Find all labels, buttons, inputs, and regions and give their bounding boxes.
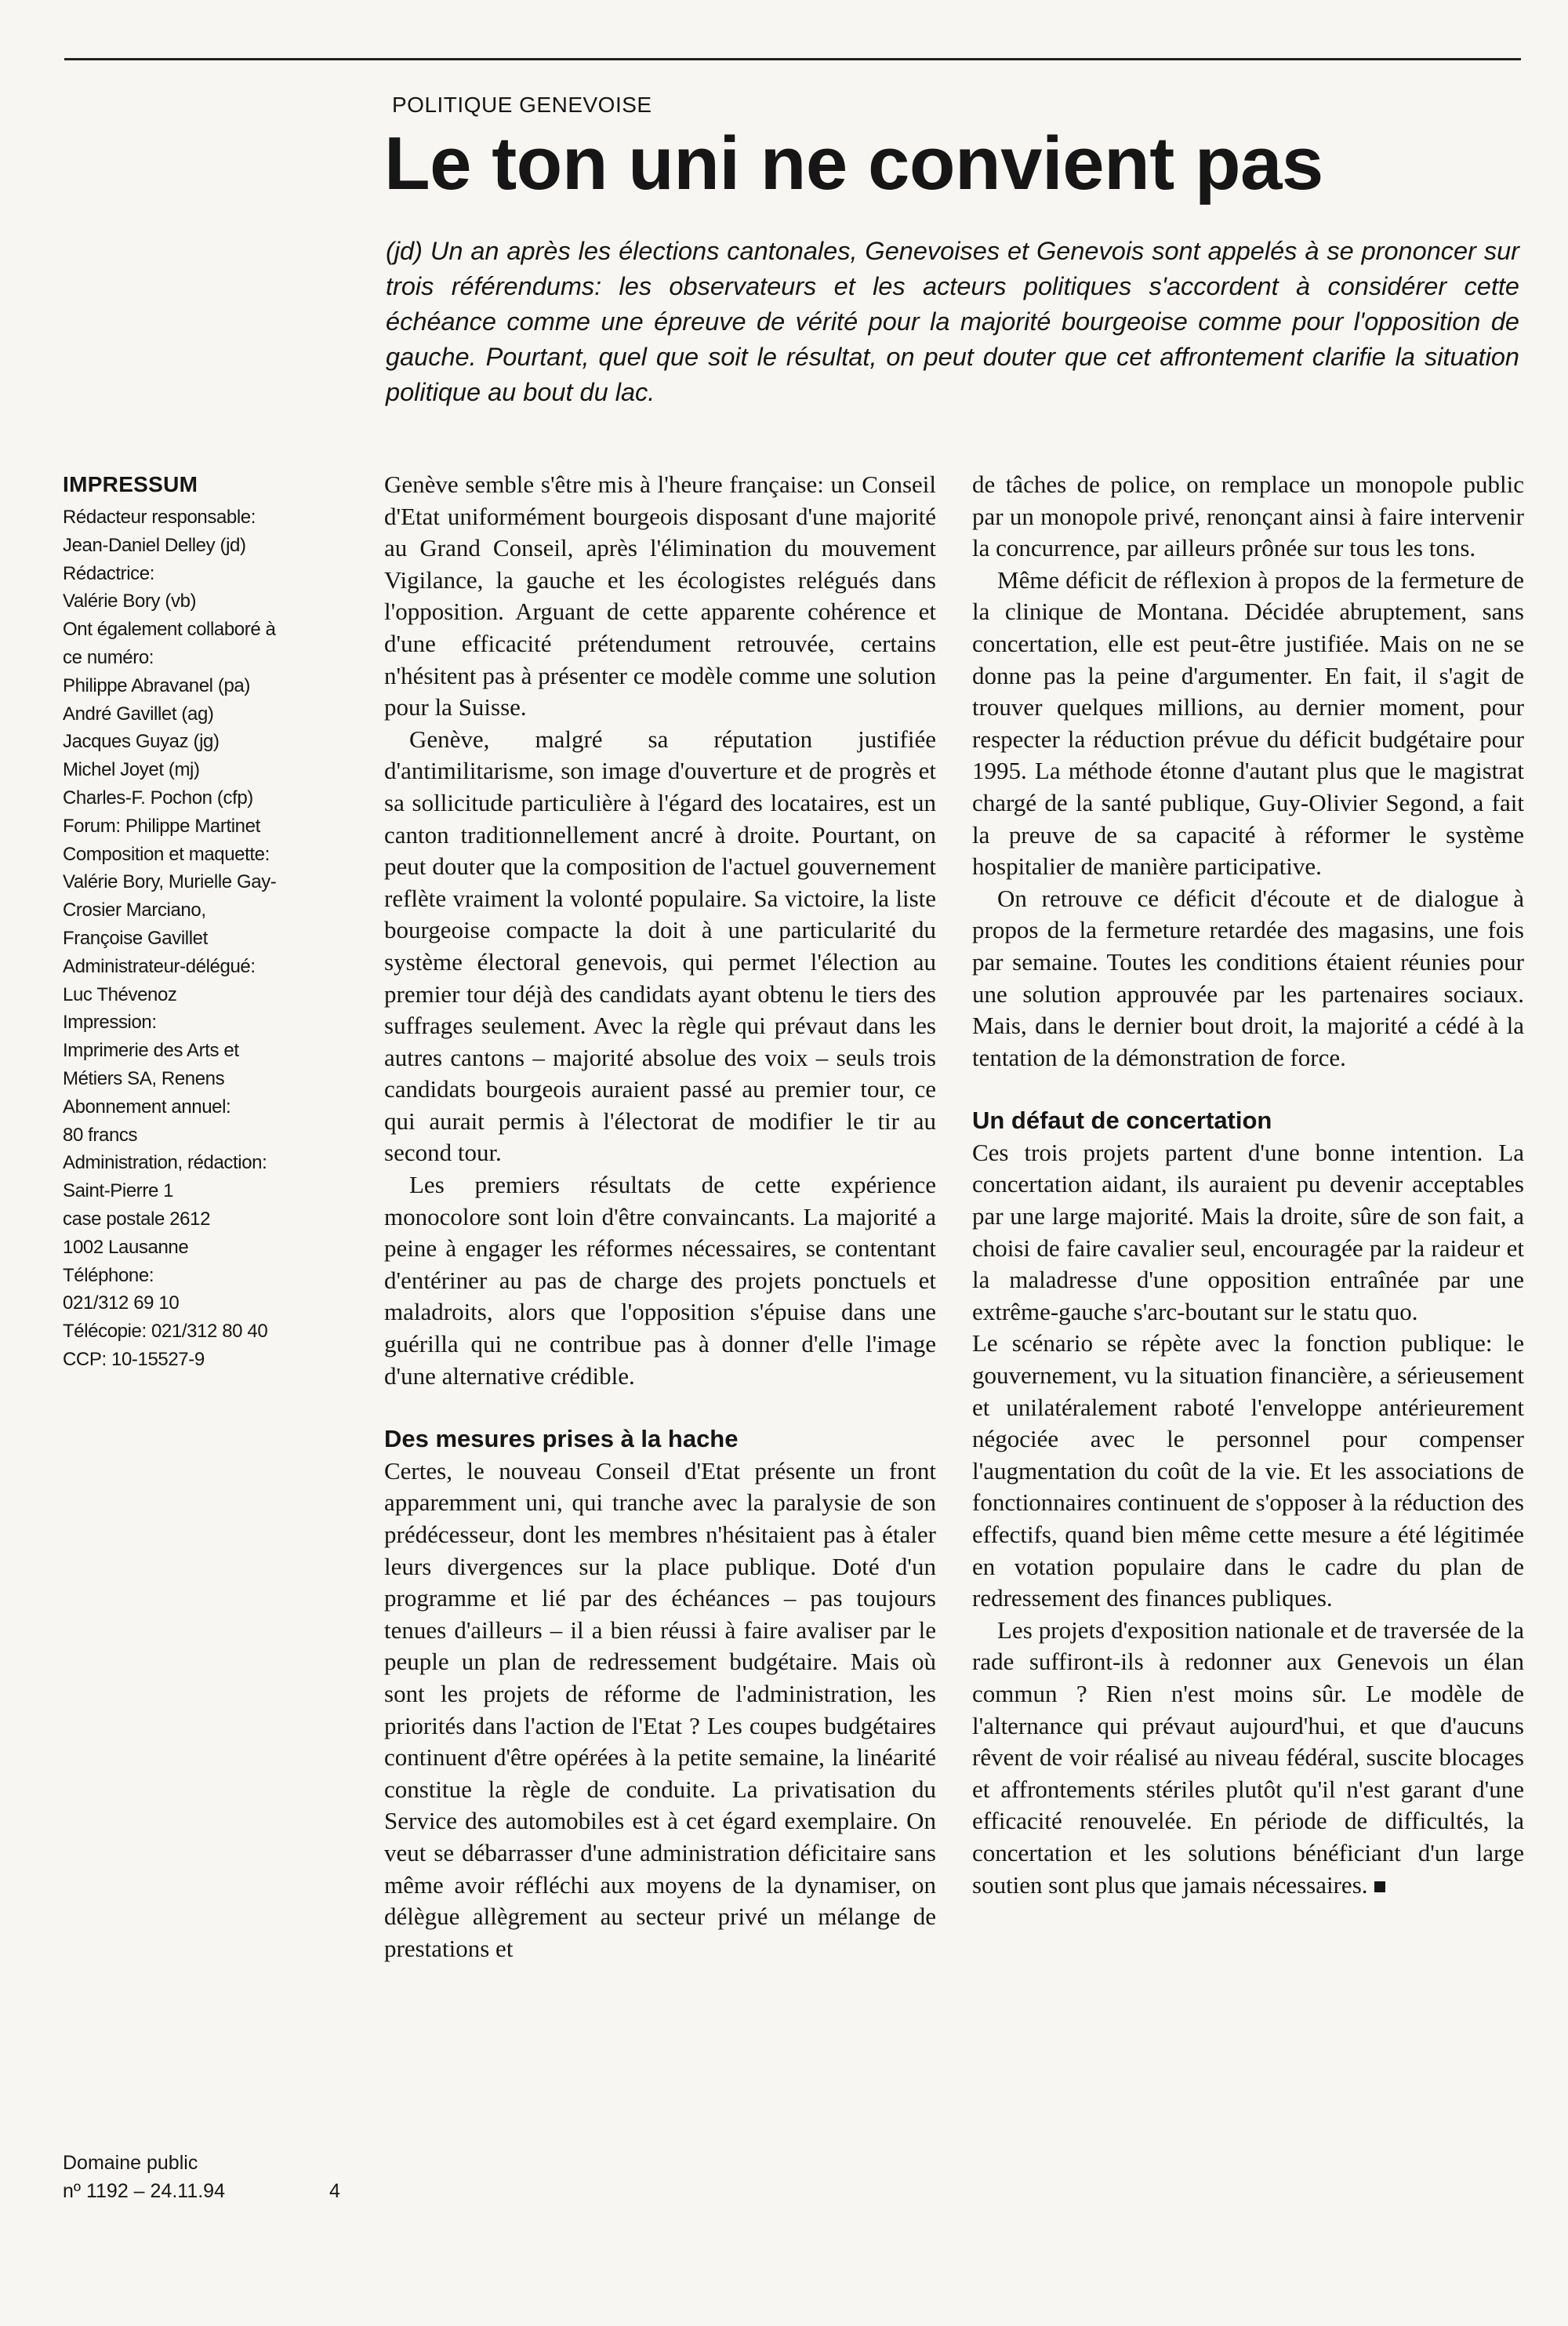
article-lead: (jd) Un an après les élections cantonales, Genevoises et Genevois sont appelés à se prononcer sur trois référendums: les observateurs et les acteurs politiques s'accordent à considérer cette échéance comme une épreuve de vérité pour la majorité bourgeoise comme pour l'opposition de gauche. Pourtant, quel que soit le résultat, on peut douter que cet affrontement clarifie la situation politique au bout du lac. <box>386 237 1519 406</box>
section-label: POLITIQUE GENEVOISE <box>392 93 652 117</box>
body-paragraph: Ces trois projets partent d'une bonne intention. La concertation aidant, ils auraient pu devenir acceptables par une large majorité. Mais la droite, sûre de son fait, a choisi de faire cavalier seul, encouragée par la raideur et la maladresse d'une opposition entraînée par une extrême-gauche s'arc-boutant sur le statu quo. <box>972 1138 1524 1325</box>
impressum-line: Françoise Gavillet <box>63 927 208 949</box>
subheading-mesures: Des mesures prises à la hache <box>384 1425 739 1453</box>
body-paragraph: Genève semble s'être mis à l'heure française: un Conseil d'Etat uniformément bourgeois disposant d'une majorité au Grand Conseil, après l'élimination du mouvement Vigilance, la gauche et les écologistes relégués dans l'opposition. Arguant de cette apparente cohérence et d'une efficacité prétendument retrouvée, certains n'hésitent pas à présenter ce modèle comme une solution pour la Suisse. <box>384 471 936 721</box>
impressum-line: ce numéro: <box>63 646 154 668</box>
impressum-line: Impression: <box>63 1012 157 1034</box>
impressum-line: Philippe Abravanel (pa) <box>63 674 250 696</box>
impressum-line: André Gavillet (ag) <box>63 703 214 725</box>
page-number: 4 <box>329 2180 340 2202</box>
article-column-2 <box>972 469 1524 1901</box>
impressum-line: Charles-F. Pochon (cfp) <box>63 787 253 809</box>
impressum-line: Valérie Bory, Murielle Gay- <box>63 871 277 893</box>
impressum-line: Forum: Philippe Martinet <box>63 815 260 837</box>
impressum-line: Michel Joyet (mj) <box>63 759 200 781</box>
final-paragraph-text: Les projets d'exposition nationale et de traversée de la rade suffiront-ils à redonner aux Genevois un élan commun ? Rien n'est moins sûr. Le modèle de l'alternance qui prévaut aujourd'hui, et que d'aucuns rêvent de voir réalisé au niveau fédéral, suscite blocages et affrontements stériles plutôt qu'il n'est garant d'une efficacité renouvelée. En période de difficultés, la concertation et les solutions bénéficiant d'un large soutien sont plus que jamais nécessaires. <box>972 1615 1524 1899</box>
impressum-line: Luc Thévenoz <box>63 983 177 1005</box>
impressum-line: case postale 2612 <box>63 1208 211 1230</box>
impressum-title: IMPRESSUM <box>63 472 198 496</box>
impressum-line: Abonnement annuel: <box>63 1096 231 1118</box>
subheading-concertation: Un défaut de concertation <box>972 1107 1272 1135</box>
impressum-line: Téléphone: <box>63 1264 154 1286</box>
impressum-line: Métiers SA, Renens <box>63 1067 225 1089</box>
impressum-line: Crosier Marciano, <box>63 900 206 921</box>
body-paragraph-final <box>972 1615 1524 1901</box>
impressum-line: Ont également collaboré à <box>63 619 276 641</box>
impressum-line: Télécopie: 021/312 80 40 <box>63 1321 268 1343</box>
article-headline: Le ton uni ne convient pas <box>384 122 1323 205</box>
impressum-line: 80 francs <box>63 1124 138 1146</box>
publication-name: Domaine public <box>63 2152 198 2174</box>
body-paragraph: Les premiers résultats de cette expérience monocolore sont loin d'être convaincants. La majorité a peine à engager les réformes nécessaires, se contentant d'entériner au pas de charge des projets ponctuels et maladroits, alors que l'opposition s'épuise dans une guérilla qui ne contribue pas à donner d'elle l'image d'une alternative crédible. <box>384 1171 936 1390</box>
impressum-line: Administration, rédaction: <box>63 1152 267 1174</box>
impressum-line: Jacques Guyaz (jg) <box>63 731 220 753</box>
impressum-line: 021/312 69 10 <box>63 1292 180 1314</box>
impressum-line: Administrateur-délégué: <box>63 955 256 977</box>
article-column-1 <box>384 469 936 1964</box>
body-paragraph: Certes, le nouveau Conseil d'Etat présente un front apparemment uni, qui tranche avec la paralysie de son prédécesseur, dont les membres n'hésitaient pas à étaler leurs divergences sur la place publique. Doté d'un programme et lié par des échéances – pas toujours tenues d'ailleurs – il a bien réussi à faire avaliser par le peuple un plan de redressement budgétaire. Mais où sont les projets de réforme de l'administration, les priorités dans l'action de l'Etat ? Les coupes budgétaires continuent d'être opérées à la petite semaine, la linéarité constitue la règle de conduite. La privatisation du Service des automobiles est à cet égard exemplaire. On veut se débarrasser d'une administration déficitaire sans même avoir réfléchi aux moyens de la dynamiser, on délègue allègrement au secteur privé un mélange de prestations et <box>384 1456 936 1962</box>
impressum-line: Composition et maquette: <box>63 843 270 865</box>
impressum-line: Imprimerie des Arts et <box>63 1040 239 1062</box>
impressum-box <box>63 471 345 1374</box>
body-paragraph: On retrouve ce déficit d'écoute et de dialogue à propos de la fermeture retardée des magasins, une fois par semaine. Toutes les conditions étaient réunies pour une solution approuvée par les partenaires sociaux. Mais, dans le dernier bout droit, la majorité a cédé à la tentation de la démonstration de force. <box>972 884 1524 1071</box>
impressum-line: 1002 Lausanne <box>63 1236 189 1258</box>
issue-number: nº 1192 – 24.11.94 <box>63 2180 225 2202</box>
body-paragraph: Genève, malgré sa réputation justifiée d'antimilitarisme, son image d'ouverture et de progrès et sa sollicitude particulière à l'égard des locataires, est un canton traditionnellement ancré à droite. Pourtant, on peut douter que la composition de l'actuel gouvernement reflète vraiment la volonté populaire. Sa victoire, la liste bourgeoise compacte la doit à une particularité du système électoral genevois, qui permet l'élection au premier tour déjà des candidats ayant obtenu le tiers des suffrages seulement. Avec la règle qui prévaut dans les autres cantons – majorité absolue des voix – seuls trois candidats bourgeois auraient passé au premier tour, ce qui aurait permis à l'électorat de modifier le tir au second tour. <box>384 725 936 1167</box>
impressum-line: Rédactrice: <box>63 562 154 584</box>
impressum-line: Jean-Daniel Delley (jd) <box>63 534 246 556</box>
impressum-line: Valérie Bory (vb) <box>63 591 197 612</box>
impressum-line: Saint-Pierre 1 <box>63 1180 174 1202</box>
top-rule <box>64 58 1521 60</box>
publication-footer <box>63 2149 353 2205</box>
impressum-line: Rédacteur responsable: <box>63 507 256 528</box>
body-paragraph: de tâches de police, on remplace un monopole public par un monopole privé, renonçant ainsi à faire intervenir la concurrence, par ailleurs prônée sur tous les tons. <box>972 471 1524 562</box>
body-paragraph: Le scénario se répète avec la fonction publique: le gouvernement, vu la situation financière, a sérieusement et unilatéralement raboté l'enveloppe antérieurement négociée avec le personnel pour compenser l'augmentation du coût de la vie. Et les associations de fonctionnaires continuent de s'opposer à la réduction des effectifs, quand bien même cette mesure a été légitimée en votation populaire dans le cadre du plan de redressement des finances publiques. <box>972 1329 1524 1612</box>
body-paragraph: Même déficit de réflexion à propos de la fermeture de la clinique de Montana. Décidée abruptement, sans concertation, elle est peut-être justifiée. Mais on ne se donne pas la peine d'argumenter. En fait, il s'agit de trouver quelques millions, au dernier moment, pour respecter la réduction prévue du déficit budgétaire pour 1995. La méthode étonne d'autant plus que le magistrat chargé de la santé publique, Guy-Olivier Segond, a fait la preuve de sa capacité à réformer le système hospitalier de manière participative. <box>972 565 1524 881</box>
impressum-line: CCP: 10-15527-9 <box>63 1348 205 1370</box>
end-of-article-mark <box>1374 1881 1385 1892</box>
